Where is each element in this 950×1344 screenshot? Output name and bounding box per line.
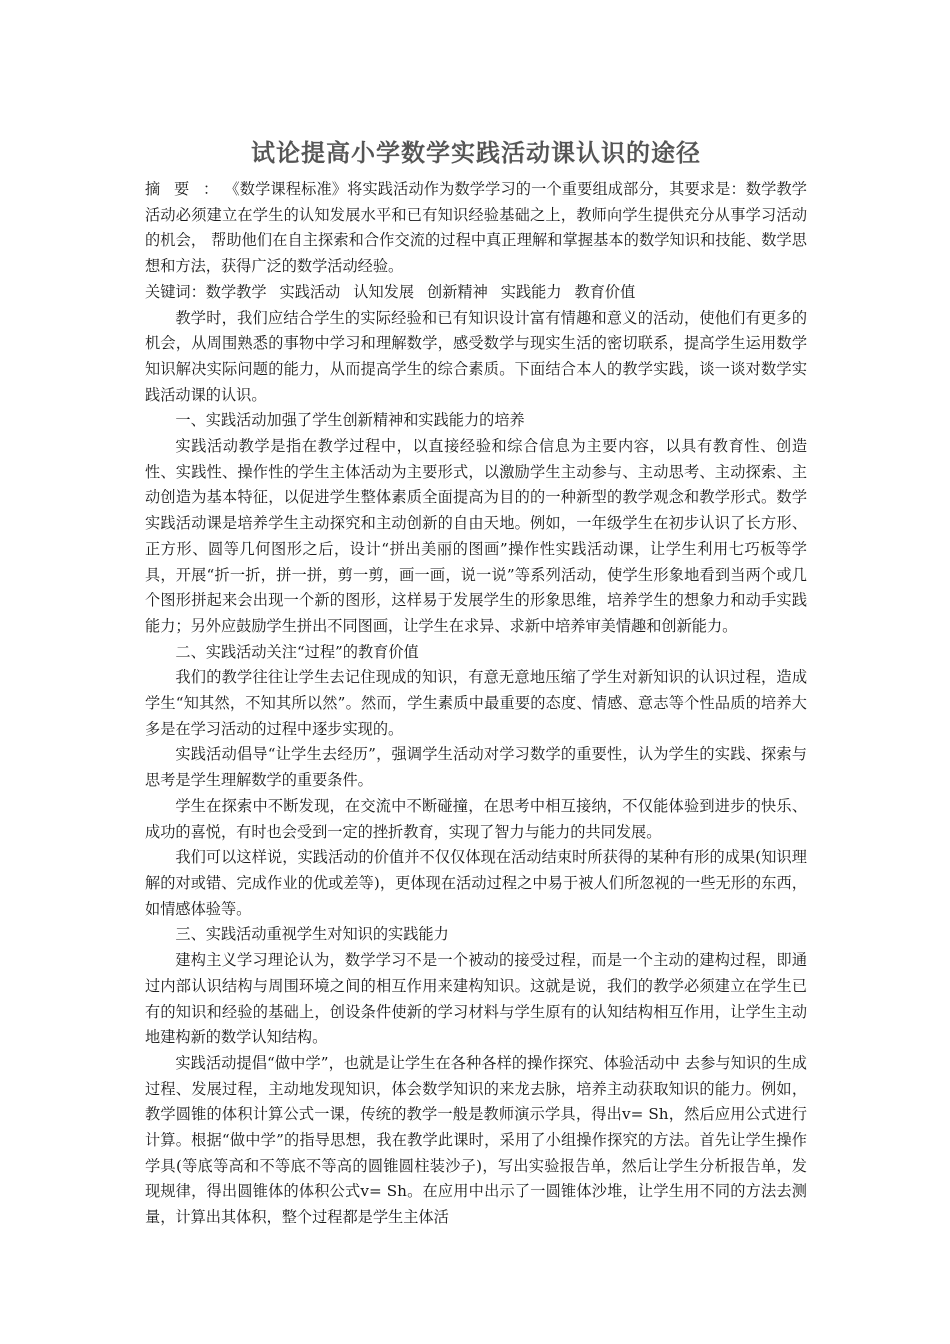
abstract-label: 摘要： [145, 180, 233, 198]
body-paragraph: 建构主义学习理论认为，数学学习不是一个被动的接受过程，而是一个主动的建构过程，即通过内部认识结构与周围环境之间的相互作用来建构知识。这就是说，我们的教学必须建立在学生已有的知识和经验的基础上，创设条件使新的学习材料与学生原有的认知结构相互作用，让学生主动地建构新的数学认知结构。 [145, 951, 807, 1047]
keyword-item: 教育价值 [574, 282, 636, 301]
section-heading: 二、实践活动关注“过程”的教育价值 [175, 642, 419, 661]
body-paragraph: 学生在探索中不断发现，在交流中不断碰撞，在思考中相互接纳，不仅能体验到进步的快乐、成功的喜悦，有时也会受到一定的挫折教育，实现了智力与能力的共同发展。 [145, 796, 807, 841]
keyword-item: 实践活动 [279, 282, 341, 301]
keyword-item: 创新精神 [427, 282, 488, 301]
body-paragraph: 我们可以这样说，实践活动的价值并不仅仅体现在活动结束时所获得的某种有形的成果(知识理解的对或错、完成作业的优或差等)，更体现在活动过程之中易于被人们所忽视的一些无形的东西，如情感体验等。 [145, 848, 807, 918]
body-paragraph: 我们的教学往往让学生去记住现成的知识，有意无意地压缩了学生对新知识的认识过程，造成学生“知其然，不知其所以然”。然而，学生素质中最重要的态度、情感、意志等个性品质的培养大多是在学习活动的过程中逐步实现的。 [145, 668, 807, 738]
keyword-item: 实践能力 [500, 282, 562, 301]
body-paragraph: 实践活动倡导“让学生去经历”，强调学生活动对学习数学的重要性，认为学生的实践、探索与思考是学生理解数学的重要条件。 [145, 745, 807, 790]
section-heading: 三、实践活动重视学生对知识的实践能力 [175, 925, 449, 944]
keyword-item: 认知发展 [353, 282, 414, 301]
abstract-paragraph [145, 177, 807, 280]
section-heading: 一、实践活动加强了学生创新精神和实践能力的培养 [175, 411, 525, 430]
document-title: 试论提高小学数学实践活动课认识的途径 [251, 139, 701, 167]
body-paragraph: 实践活动提倡“做中学”，也就是让学生在各种各样的操作探究、体验活动中 去参与知识的生成过程、发展过程，主动地发现知识，体会数学知识的来龙去脉，培养主动获取知识的能力。例如，教学圆锥的体积计算公式一课，传统的教学一般是教师演示学具，得出v= Sh，然后应用公式进行计算。根据“做中学”的指导思想，我在教学此课时，采用了小组操作探究的方法。首先让学生操作学具(等底等高和不等底不等高的圆锥圆柱装沙子)，写出实验报告单，然后让学生分析报告单，发现规律，得出圆锥体的体积公式v= Sh。在应用中出示了一圆锥体沙堆，让学生用不同的方法去测量，计算出其体积，整个过程都是学生主体活 [145, 1053, 807, 1227]
intro-paragraph: 教学时，我们应结合学生的实际经验和已有知识设计富有情趣和意义的活动，使他们有更多的机会，从周围熟悉的事物中学习和理解数学，感受数学与现实生活的密切联系，提高学生运用数学知识解决实际问题的能力，从而提高学生的综合素质。下面结合本人的教学实践，谈一谈对数学实践活动课的认识。 [145, 308, 807, 404]
body-paragraph: 实践活动教学是指在教学过程中，以直接经验和综合信息为主要内容，以具有教育性、创造性、实践性、操作性的学生主体活动为主要形式，以激励学生主动参与、主动思考、主动探索、主动创造为基本特征，以促进学生整体素质全面提高为目的的一种新型的教学观念和教学形式。数学实践活动课是培养学生主动探究和主动创新的自由天地。例如，一年级学生在初步认识了长方形、正方形、圆等几何图形之后，设计“拼出美丽的图画”操作性实践活动课，让学生利用七巧板等学具，开展“折一折，拼一拼，剪一剪，画一画，说一说”等系列活动，使学生形象地看到当两个或几个图形拼起来会出现一个新的图形，这样易于发展学生的形象思维，培养学生的想象力和动手实践能力；另外应鼓励学生拼出不同图画，让学生在求异、求新中培养审美情趣和创新能力。 [145, 437, 807, 635]
document-page [145, 133, 807, 1231]
abstract-text: 《数学课程标准》将实践活动作为数学学习的一个重要组成部分，其要求是：数学教学活动必须建立在学生的认知发展水平和已有知识经验基础之上，教师向学生提供充分从事学习活动的机会， 帮助他们在自主探索和合作交流的过程中真正理解和掌握基本的数学知识和技能、数学思想和方法，获得广泛的数学活动经验。 [145, 180, 807, 276]
keyword-item: 数学教学 [205, 282, 267, 301]
keywords-line [145, 280, 807, 306]
keywords-label: 关键词： [145, 282, 206, 301]
